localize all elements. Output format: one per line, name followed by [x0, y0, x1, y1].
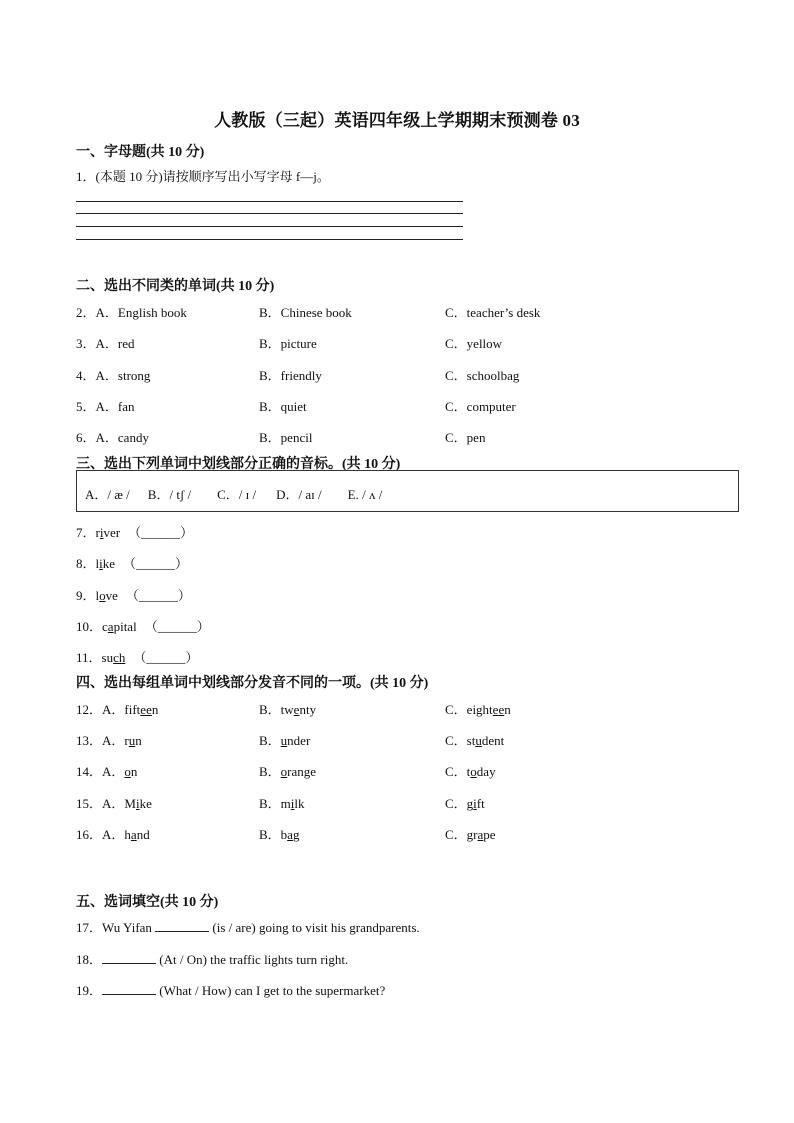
- answer-blank: [155, 920, 209, 932]
- question-number: 14．: [76, 764, 103, 779]
- phonetic-option-b: B．/ tʃ /: [147, 487, 192, 502]
- question-number: 7．: [76, 525, 96, 540]
- option-b: B．under: [259, 733, 311, 748]
- option-a: A．strong: [95, 368, 151, 383]
- answer-bracket: （______）: [125, 588, 191, 603]
- word: [96, 525, 121, 540]
- option-a: A．hand: [102, 827, 150, 842]
- question-row: [76, 522, 193, 541]
- option-c: C．pen: [445, 430, 486, 445]
- option-b: B．quiet: [259, 399, 307, 414]
- question-number: 5．: [76, 399, 96, 414]
- question-number: 19．: [76, 983, 103, 998]
- phonetic-option-c: C．/ ɪ /: [217, 487, 257, 502]
- phonetic-option-a: A．/ æ /: [85, 487, 130, 502]
- sentence-rest: (What / How) can I get to the supermarket?: [156, 983, 386, 998]
- option-b: B．picture: [259, 336, 317, 351]
- word: [102, 619, 137, 634]
- option-b: B．milk: [259, 796, 305, 811]
- answer-blank: [102, 952, 156, 964]
- section-heading-4: 四、选出每组单词中划线部分发音不同的一项。(共 10 分): [76, 676, 429, 691]
- word: [102, 650, 126, 665]
- question-number: 4．: [76, 368, 96, 383]
- word-part: r: [95, 525, 100, 540]
- word: [96, 556, 116, 571]
- question-number: 16．: [76, 827, 103, 842]
- question-row: [76, 585, 191, 604]
- question-number: 10．: [76, 619, 103, 634]
- writing-line: [76, 201, 463, 202]
- section-heading-1: 一、字母题(共 10 分): [76, 145, 205, 160]
- underlined-letters: ch: [113, 650, 126, 665]
- question-row: [76, 949, 348, 968]
- option-b: B．orange: [259, 764, 317, 779]
- option-c: C．gift: [445, 796, 485, 811]
- question-number: 9．: [76, 588, 96, 603]
- answer-bracket: （______）: [128, 525, 194, 540]
- word-part: ke: [102, 556, 116, 571]
- option-c: C．teacher’s desk: [445, 305, 541, 320]
- underlined-letters: a: [107, 619, 114, 634]
- question-number: 18．: [76, 952, 103, 967]
- option-b: B．friendly: [259, 368, 322, 383]
- question-row: [76, 647, 198, 666]
- option-b: B．twenty: [259, 702, 317, 717]
- word: [96, 588, 118, 603]
- question-1: 1．(本题 10 分)请按顺序写出小写字母 f—j。: [76, 169, 330, 184]
- sentence-rest: (is / are) going to visit his grandparents.: [209, 920, 420, 935]
- option-a: A．Mike: [102, 796, 152, 811]
- underlined-letters: o: [99, 588, 106, 603]
- option-c: C．schoolbag: [445, 368, 520, 383]
- question-number: 2．: [76, 305, 96, 320]
- option-a: A．candy: [95, 430, 149, 445]
- answer-bracket: （______）: [123, 556, 189, 571]
- question-number: 6．: [76, 430, 96, 445]
- word-part: su: [101, 650, 114, 665]
- option-b: B．Chinese book: [259, 305, 352, 320]
- underlined-letters: i: [99, 525, 104, 540]
- option-b: B．bag: [259, 827, 300, 842]
- writing-line: [76, 239, 463, 240]
- sentence-rest: (At / On) the traffic lights turn right.: [156, 952, 349, 967]
- phonetic-options-box: [76, 470, 739, 512]
- option-c: C．today: [445, 764, 496, 779]
- word-part: ver: [103, 525, 121, 540]
- page-title: 人教版（三起）英语四年级上学期期末预测卷 03: [214, 111, 580, 130]
- word-part: c: [102, 619, 108, 634]
- question-number: 3．: [76, 336, 96, 351]
- option-a: A．English book: [95, 305, 187, 320]
- question-number: 13．: [76, 733, 103, 748]
- sentence-start: Wu Yifan: [102, 920, 156, 935]
- word-part: ve: [105, 588, 118, 603]
- option-a: A．on: [102, 764, 138, 779]
- word-part: l: [95, 588, 100, 603]
- option-a: A．fifteen: [102, 702, 159, 717]
- option-b: B．pencil: [259, 430, 313, 445]
- writing-line: [76, 226, 463, 227]
- underlined-letters: i: [99, 556, 103, 571]
- option-a: A．red: [95, 336, 135, 351]
- question-number: 8．: [76, 556, 96, 571]
- question-number: 15．: [76, 796, 103, 811]
- option-c: C．eighteen: [445, 702, 511, 717]
- answer-bracket: （______）: [144, 619, 210, 634]
- word-part: l: [95, 556, 100, 571]
- option-c: C．yellow: [445, 336, 503, 351]
- section-heading-5: 五、选词填空(共 10 分): [76, 895, 219, 910]
- writing-line: [76, 213, 463, 214]
- option-c: C．grape: [445, 827, 496, 842]
- question-row: [76, 917, 420, 936]
- question-number: 12．: [76, 702, 103, 717]
- question-row: [76, 616, 210, 635]
- phonetic-option-d: D．/ aɪ /: [276, 487, 322, 502]
- section-heading-2: 二、选出不同类的单词(共 10 分): [76, 279, 275, 294]
- word-part: pital: [113, 619, 137, 634]
- section-heading-3: 三、选出下列单词中划线部分正确的音标。(共 10 分): [76, 457, 401, 472]
- answer-blank: [102, 983, 156, 995]
- question-number: 17．: [76, 920, 103, 935]
- question-number: 11．: [76, 650, 102, 665]
- option-c: C．computer: [445, 399, 516, 414]
- question-row: [76, 980, 385, 999]
- answer-bracket: （______）: [133, 650, 199, 665]
- option-a: A．run: [102, 733, 142, 748]
- question-row: [76, 553, 188, 572]
- option-a: A．fan: [95, 399, 135, 414]
- phonetic-option-e: E. / ʌ /: [347, 487, 383, 502]
- option-c: C．student: [445, 733, 505, 748]
